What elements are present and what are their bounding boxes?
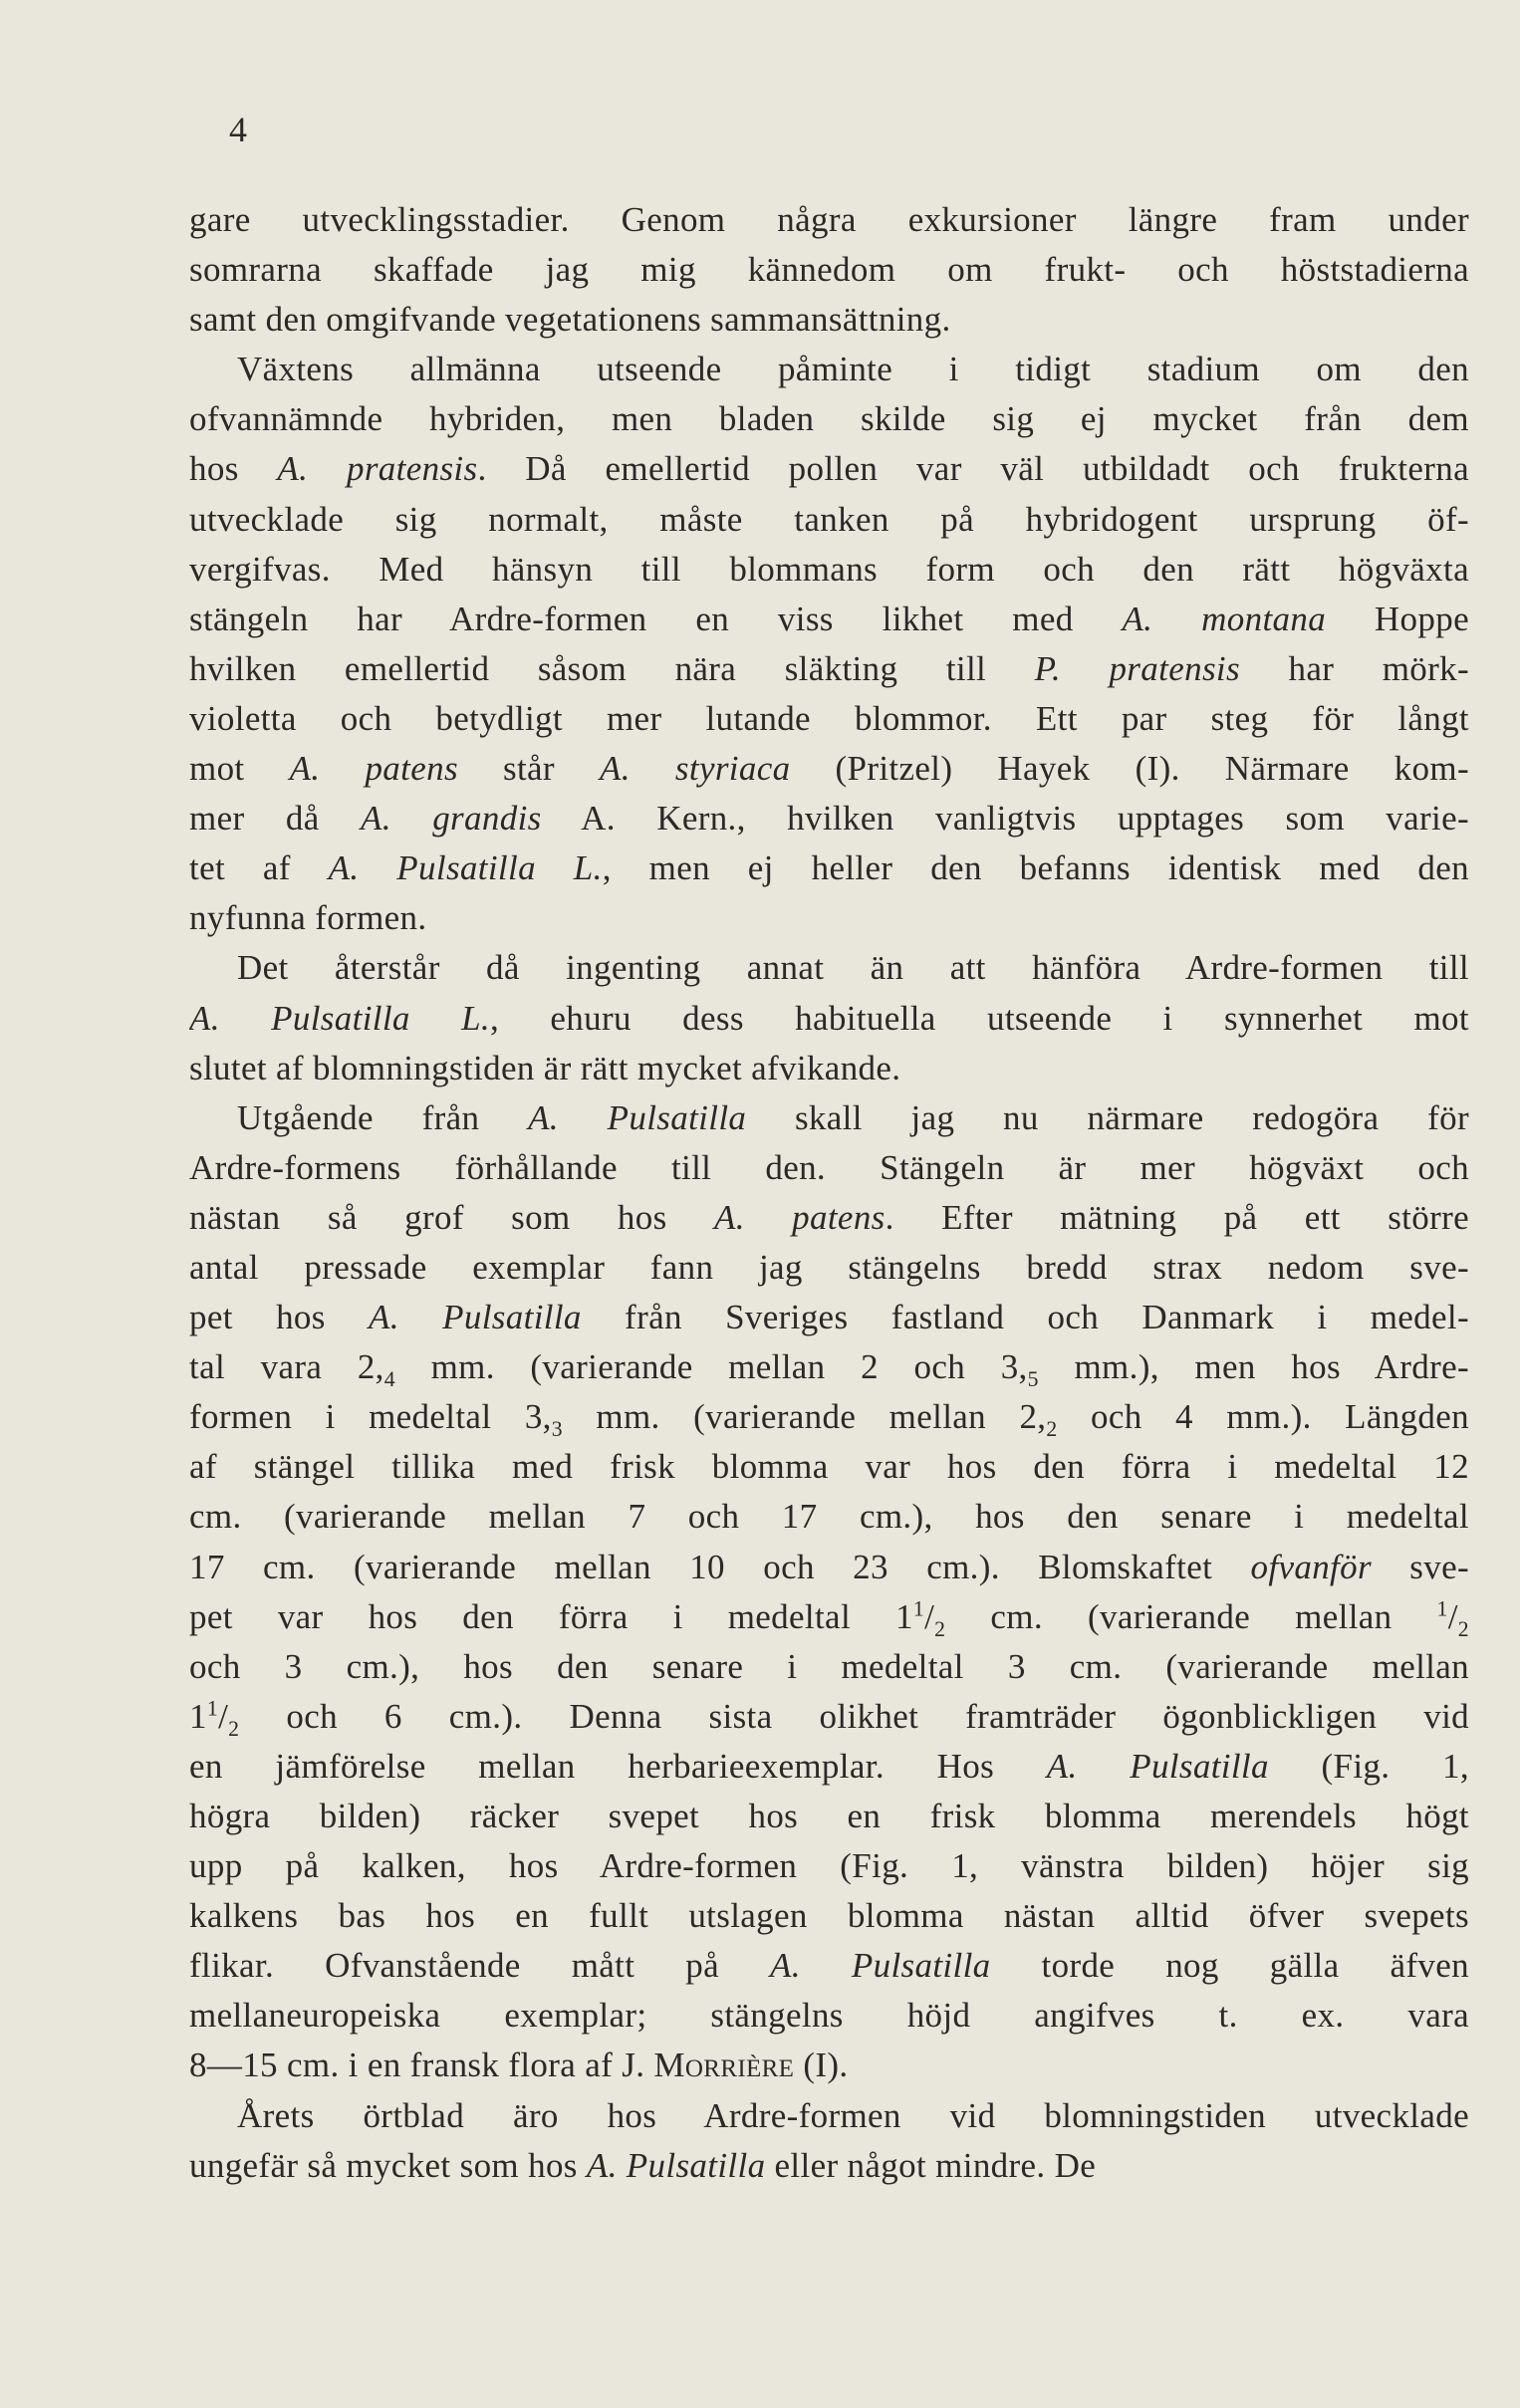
text-line: mot A. patens står A. styriaca (Pritzel) Hayek (I). Närmare kom- — [189, 749, 1469, 789]
body-text — [189, 195, 1469, 2191]
text-line: mellaneuropeiska exemplar; stängelns höjd angifves t. ex. vara — [189, 1996, 1469, 2036]
text-line: $1^1/_2$ och 6 cm.). Denna sista olikhet framträder ögonblickligen vid — [189, 1696, 1469, 1741]
text-line: cm. (varierande mellan 7 och 17 cm.), hos den senare i medeltal — [189, 1497, 1469, 1537]
text-line: pet hos A. Pulsatilla från Sveriges fastland och Danmark i medel- — [189, 1298, 1469, 1337]
text-line: pet var hos den förra i medeltal $1^1/_2$ cm. (varierande mellan $^1/_2$ — [189, 1595, 1469, 1641]
text-line: högra bilden) räcker svepet hos en frisk blomma merendels högt — [189, 1797, 1469, 1835]
text-line: ungefär så mycket som hos A. Pulsatilla eller något mindre. De — [189, 2145, 1097, 2185]
text-line: hvilken emellertid såsom nära släkting till P. pratensis har mörk- — [189, 648, 1469, 688]
text-line: en jämförelse mellan herbarieexemplar. Hos A. Pulsatilla (Fig. 1, — [189, 1746, 1469, 1786]
text-line: somrarna skaffade jag mig kännedom om frukt- och höststadierna — [189, 250, 1469, 290]
text-line: utvecklade sig normalt, måste tanken på hybridogent ursprung öf- — [189, 499, 1469, 539]
text-line: nyfunna formen. — [189, 898, 427, 938]
text-line: slutet af blomningstiden är rätt mycket afvikande. — [189, 1048, 901, 1087]
text-line: tet af A. Pulsatilla L., men ej heller den befanns identisk med den — [189, 848, 1469, 888]
text-line: Årets örtblad äro hos Ardre-formen vid blomningstiden utvecklade — [237, 2095, 1469, 2135]
text-line: Det återstår då ingenting annat än att hänföra Ardre-formen till — [237, 948, 1469, 988]
text-line: mer då A. grandis A. Kern., hvilken vanligtvis upptages som varie- — [189, 799, 1469, 839]
text-line: kalkens bas hos en fullt utslagen blomma nästan alltid öfver svepets — [189, 1896, 1469, 1936]
text-line: flikar. Ofvanstående mått på A. Pulsatilla torde nog gälla äfven — [189, 1946, 1469, 1986]
text-line: Växtens allmänna utseende påminte i tidigt stadium om den — [237, 350, 1469, 389]
text-line: vergifvas. Med hänsyn till blommans form och den rätt högväxta — [189, 549, 1469, 589]
text-line: upp på kalken, hos Ardre-formen (Fig. 1, vänstra bilden) höjer sig — [189, 1846, 1469, 1886]
text-line: tal vara $2,_4$ mm. (varierande mellan 2 och $3,_5$ mm.), men hos Ardre- — [189, 1347, 1469, 1392]
text-line: stängeln har Ardre-formen en viss likhet med A. montana Hoppe — [189, 599, 1469, 638]
page-number: 4 — [229, 110, 247, 149]
text-line: formen i medeltal $3,_3$ mm. (varierande mellan $2,_2$ och 4 mm.). Längden — [189, 1397, 1469, 1442]
text-line: nästan så grof som hos A. patens. Efter mätning på ett större — [189, 1197, 1469, 1237]
text-line: gare utvecklingsstadier. Genom några exkursioner längre fram under — [189, 200, 1469, 239]
text-line: 17 cm. (varierande mellan 10 och 23 cm.). Blomskaftet ofvanför sve- — [189, 1547, 1469, 1586]
text-line: violetta och betydligt mer lutande blommor. Ett par steg för långt — [189, 698, 1469, 738]
text-line: samt den omgifvande vegetationens sammansättning. — [189, 300, 951, 340]
text-line: af stängel tillika med frisk blomma var hos den förra i medeltal 12 — [189, 1447, 1469, 1487]
text-line: Ardre-formens förhållande till den. Stängeln är mer högväxt och — [189, 1147, 1469, 1187]
text-line: A. Pulsatilla L., ehuru dess habituella utseende i synnerhet mot — [189, 998, 1469, 1038]
text-line: Utgående från A. Pulsatilla skall jag nu närmare redogöra för — [237, 1097, 1469, 1137]
text-line: och 3 cm.), hos den senare i medeltal 3 cm. (varierande mellan — [189, 1646, 1469, 1686]
text-line: antal pressade exemplar fann jag stängelns bredd strax nedom sve- — [189, 1247, 1469, 1287]
text-line: 8—15 cm. i en fransk flora af J. Morrière (I). — [189, 2046, 849, 2085]
text-line: ofvannämnde hybriden, men bladen skilde sig ej mycket från dem — [189, 399, 1469, 439]
text-line: hos A. pratensis. Då emellertid pollen var väl utbildadt och frukterna — [189, 449, 1469, 489]
